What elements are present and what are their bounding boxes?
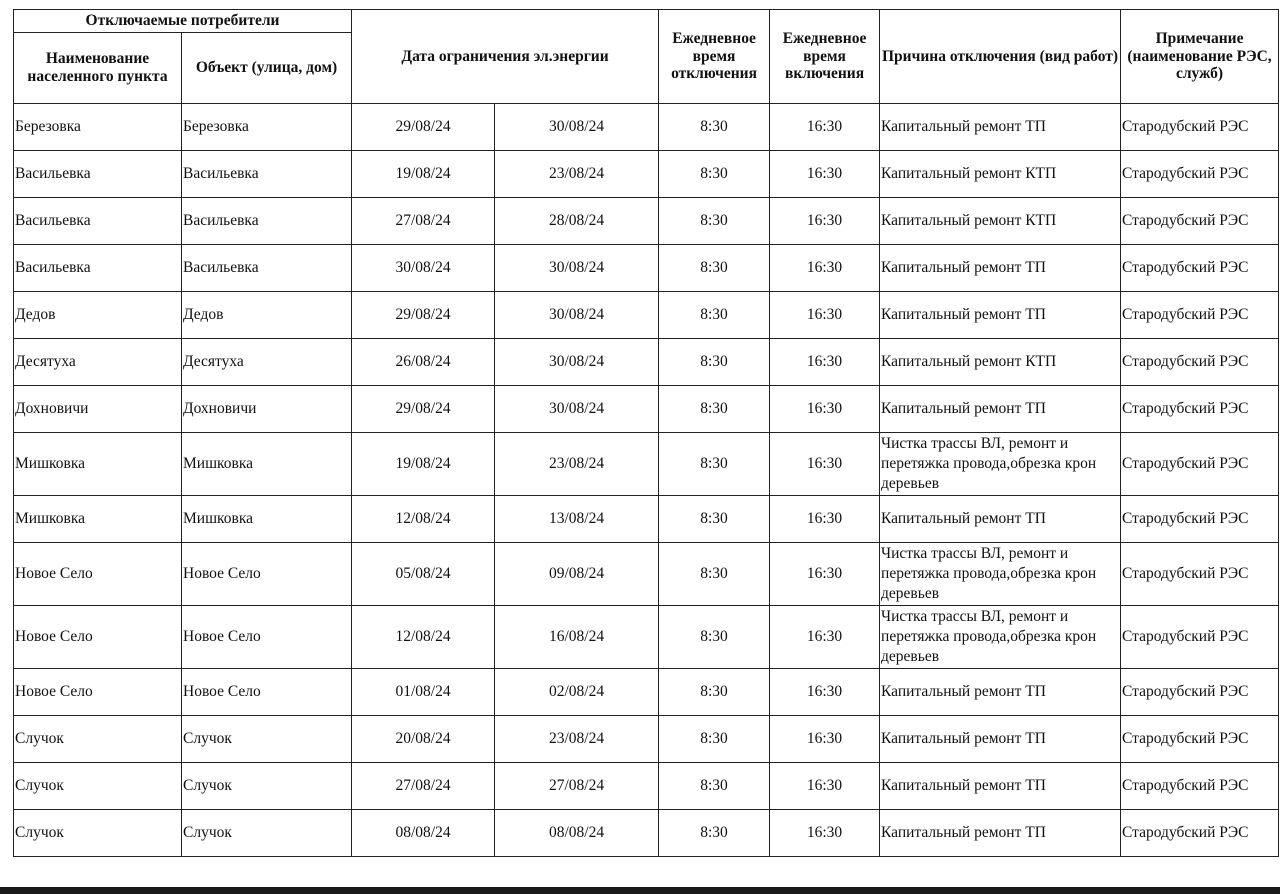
cell-time-on: 16:30 [770, 386, 880, 433]
cell-reason: Капитальный ремонт КТП [880, 198, 1121, 245]
table-header [14, 10, 1279, 104]
cell-time-off: 8:30 [659, 543, 770, 606]
cell-time-on: 16:30 [770, 104, 880, 151]
cell-reason: Капитальный ремонт КТП [880, 339, 1121, 386]
cell-settlement: Новое Село [14, 606, 182, 669]
cell-time-on: 16:30 [770, 810, 880, 857]
cell-date-from: 30/08/24 [352, 245, 495, 292]
cell-settlement: Дохновичи [14, 386, 182, 433]
cell-time-off: 8:30 [659, 810, 770, 857]
cell-reason: Чистка трассы ВЛ, ремонт и перетяжка провода,обрезка крон деревьев [880, 606, 1121, 669]
cell-settlement: Мишковка [14, 496, 182, 543]
cell-time-off: 8:30 [659, 104, 770, 151]
cell-date-to: 30/08/24 [495, 104, 659, 151]
cell-note: Стародубский РЭС [1121, 543, 1279, 606]
table-row [14, 433, 1279, 496]
outage-schedule-table [13, 9, 1279, 857]
table-row [14, 606, 1279, 669]
cell-date-from: 12/08/24 [352, 606, 495, 669]
cell-note: Стародубский РЭС [1121, 104, 1279, 151]
cell-time-off: 8:30 [659, 198, 770, 245]
cell-date-from: 29/08/24 [352, 386, 495, 433]
cell-note: Стародубский РЭС [1121, 606, 1279, 669]
cell-note: Стародубский РЭС [1121, 810, 1279, 857]
header-daily-off: Ежедневное время отключения [659, 10, 770, 104]
header-reason: Причина отключения (вид работ) [880, 10, 1121, 104]
cell-object: Случок [182, 716, 352, 763]
cell-note: Стародубский РЭС [1121, 245, 1279, 292]
cell-object: Дохновичи [182, 386, 352, 433]
cell-date-from: 12/08/24 [352, 496, 495, 543]
cell-time-on: 16:30 [770, 245, 880, 292]
cell-object: Новое Село [182, 543, 352, 606]
cell-settlement: Васильевка [14, 151, 182, 198]
cell-object: Васильевка [182, 198, 352, 245]
header-note: Примечание (наименование РЭС, служб) [1121, 10, 1279, 104]
cell-date-to: 23/08/24 [495, 433, 659, 496]
cell-note: Стародубский РЭС [1121, 433, 1279, 496]
bottom-divider [0, 887, 1280, 894]
cell-note: Стародубский РЭС [1121, 292, 1279, 339]
cell-object: Мишковка [182, 496, 352, 543]
cell-settlement: Новое Село [14, 543, 182, 606]
cell-date-from: 08/08/24 [352, 810, 495, 857]
table-row [14, 292, 1279, 339]
cell-object: Васильевка [182, 245, 352, 292]
cell-reason: Капитальный ремонт ТП [880, 810, 1121, 857]
cell-reason: Капитальный ремонт ТП [880, 763, 1121, 810]
cell-date-from: 29/08/24 [352, 104, 495, 151]
cell-time-off: 8:30 [659, 245, 770, 292]
header-consumers-group: Отключаемые потребители [14, 10, 352, 33]
cell-date-from: 20/08/24 [352, 716, 495, 763]
cell-date-from: 19/08/24 [352, 151, 495, 198]
cell-time-off: 8:30 [659, 606, 770, 669]
cell-date-to: 23/08/24 [495, 151, 659, 198]
cell-time-on: 16:30 [770, 763, 880, 810]
cell-date-to: 08/08/24 [495, 810, 659, 857]
cell-reason: Капитальный ремонт ТП [880, 716, 1121, 763]
cell-time-on: 16:30 [770, 198, 880, 245]
table-row [14, 543, 1279, 606]
table-body [14, 104, 1279, 857]
header-settlement: Наименование населенного пункта [14, 33, 182, 104]
cell-reason: Капитальный ремонт ТП [880, 669, 1121, 716]
cell-date-from: 27/08/24 [352, 763, 495, 810]
cell-time-off: 8:30 [659, 496, 770, 543]
cell-settlement: Васильевка [14, 198, 182, 245]
table-row [14, 763, 1279, 810]
cell-note: Стародубский РЭС [1121, 763, 1279, 810]
cell-object: Новое Село [182, 669, 352, 716]
table-row [14, 810, 1279, 857]
cell-settlement: Случок [14, 810, 182, 857]
cell-date-from: 27/08/24 [352, 198, 495, 245]
cell-time-off: 8:30 [659, 339, 770, 386]
cell-time-off: 8:30 [659, 292, 770, 339]
cell-time-off: 8:30 [659, 433, 770, 496]
cell-time-on: 16:30 [770, 339, 880, 386]
cell-date-to: 27/08/24 [495, 763, 659, 810]
cell-date-to: 30/08/24 [495, 245, 659, 292]
cell-time-on: 16:30 [770, 433, 880, 496]
cell-time-off: 8:30 [659, 669, 770, 716]
cell-time-on: 16:30 [770, 496, 880, 543]
cell-object: Новое Село [182, 606, 352, 669]
cell-reason: Капитальный ремонт ТП [880, 496, 1121, 543]
cell-time-on: 16:30 [770, 151, 880, 198]
cell-object: Десятуха [182, 339, 352, 386]
cell-note: Стародубский РЭС [1121, 198, 1279, 245]
cell-settlement: Васильевка [14, 245, 182, 292]
header-date-range: Дата ограничения эл.энергии [352, 10, 659, 104]
cell-note: Стародубский РЭС [1121, 496, 1279, 543]
cell-reason: Чистка трассы ВЛ, ремонт и перетяжка провода,обрезка крон деревьев [880, 543, 1121, 606]
cell-date-to: 30/08/24 [495, 339, 659, 386]
cell-date-to: 02/08/24 [495, 669, 659, 716]
cell-note: Стародубский РЭС [1121, 386, 1279, 433]
table-row [14, 386, 1279, 433]
cell-note: Стародубский РЭС [1121, 669, 1279, 716]
cell-settlement: Мишковка [14, 433, 182, 496]
cell-object: Мишковка [182, 433, 352, 496]
cell-date-from: 19/08/24 [352, 433, 495, 496]
cell-time-off: 8:30 [659, 151, 770, 198]
header-object: Объект (улица, дом) [182, 33, 352, 104]
cell-settlement: Десятуха [14, 339, 182, 386]
cell-time-on: 16:30 [770, 292, 880, 339]
table-row [14, 104, 1279, 151]
cell-date-to: 09/08/24 [495, 543, 659, 606]
cell-date-from: 29/08/24 [352, 292, 495, 339]
table-row [14, 198, 1279, 245]
cell-note: Стародубский РЭС [1121, 339, 1279, 386]
cell-reason: Чистка трассы ВЛ, ремонт и перетяжка провода,обрезка крон деревьев [880, 433, 1121, 496]
table-row [14, 339, 1279, 386]
cell-date-to: 16/08/24 [495, 606, 659, 669]
table-row [14, 669, 1279, 716]
table-row [14, 151, 1279, 198]
cell-date-to: 30/08/24 [495, 386, 659, 433]
cell-object: Березовка [182, 104, 352, 151]
cell-settlement: Дедов [14, 292, 182, 339]
cell-date-to: 13/08/24 [495, 496, 659, 543]
cell-settlement: Новое Село [14, 669, 182, 716]
cell-note: Стародубский РЭС [1121, 151, 1279, 198]
cell-object: Случок [182, 810, 352, 857]
cell-date-from: 05/08/24 [352, 543, 495, 606]
cell-time-on: 16:30 [770, 606, 880, 669]
cell-date-to: 28/08/24 [495, 198, 659, 245]
cell-note: Стародубский РЭС [1121, 716, 1279, 763]
header-daily-on: Ежедневное время включения [770, 10, 880, 104]
cell-object: Васильевка [182, 151, 352, 198]
cell-date-from: 26/08/24 [352, 339, 495, 386]
table-row [14, 496, 1279, 543]
table-row [14, 716, 1279, 763]
cell-date-from: 01/08/24 [352, 669, 495, 716]
table-row [14, 245, 1279, 292]
cell-reason: Капитальный ремонт КТП [880, 151, 1121, 198]
cell-settlement: Случок [14, 763, 182, 810]
cell-time-on: 16:30 [770, 669, 880, 716]
cell-time-on: 16:30 [770, 716, 880, 763]
cell-object: Случок [182, 763, 352, 810]
cell-reason: Капитальный ремонт ТП [880, 245, 1121, 292]
cell-settlement: Березовка [14, 104, 182, 151]
cell-reason: Капитальный ремонт ТП [880, 292, 1121, 339]
cell-time-on: 16:30 [770, 543, 880, 606]
cell-time-off: 8:30 [659, 386, 770, 433]
cell-time-off: 8:30 [659, 763, 770, 810]
cell-reason: Капитальный ремонт ТП [880, 104, 1121, 151]
cell-object: Дедов [182, 292, 352, 339]
cell-reason: Капитальный ремонт ТП [880, 386, 1121, 433]
cell-date-to: 30/08/24 [495, 292, 659, 339]
cell-settlement: Случок [14, 716, 182, 763]
cell-date-to: 23/08/24 [495, 716, 659, 763]
cell-time-off: 8:30 [659, 716, 770, 763]
